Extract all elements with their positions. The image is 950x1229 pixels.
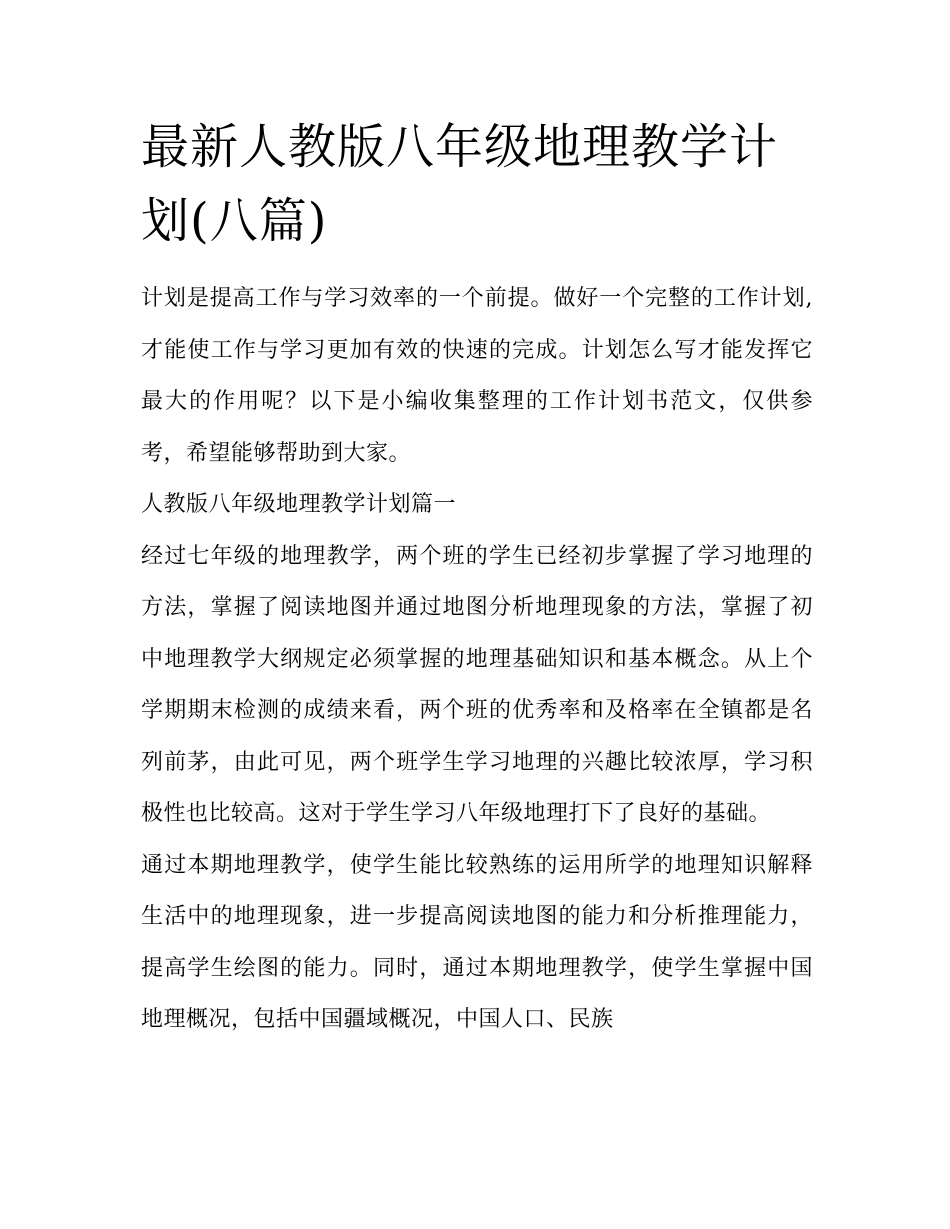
document-page — [141, 110, 813, 1046]
intro-paragraph: 计划是提高工作与学习效率的一个前提。做好一个完整的工作计划,才能使工作与学习更加有效的快速的完成。计划怎么写才能发挥它最大的作用呢？以下是小编收集整理的工作计划书范文，仅供参考，希望能够帮助到大家。 — [141, 286, 813, 466]
document-title: 最新人教版八年级地理教学计划(八篇) — [141, 119, 779, 249]
body-paragraph: 通过本期地理教学，使学生能比较熟练的运用所学的地理知识解释生活中的地理现象，进一步提高阅读地图的能力和分析推理能力，提高学生绘图的能力。同时，通过本期地理教学，使学生掌握中国地理概况，包括中国疆域概况，中国人口、民族 — [141, 852, 813, 1032]
section-heading: 人教版八年级地理教学计划篇一 — [141, 492, 457, 517]
body-paragraph: 经过七年级的地理教学，两个班的学生已经初步掌握了学习地理的方法，掌握了阅读地图并通过地图分析地理现象的方法，掌握了初中地理教学大纲规定必须掌握的地理基础知识和基本概念。从上个学期期末检测的成绩来看，两个班的优秀率和及格率在全镇都是名列前茅，由此可见，两个班学生学习地理的兴趣比较浓厚，学习积极性也比较高。这对于学生学习八年级地理打下了良好的基础。 — [141, 543, 813, 826]
document-body — [141, 273, 813, 1046]
